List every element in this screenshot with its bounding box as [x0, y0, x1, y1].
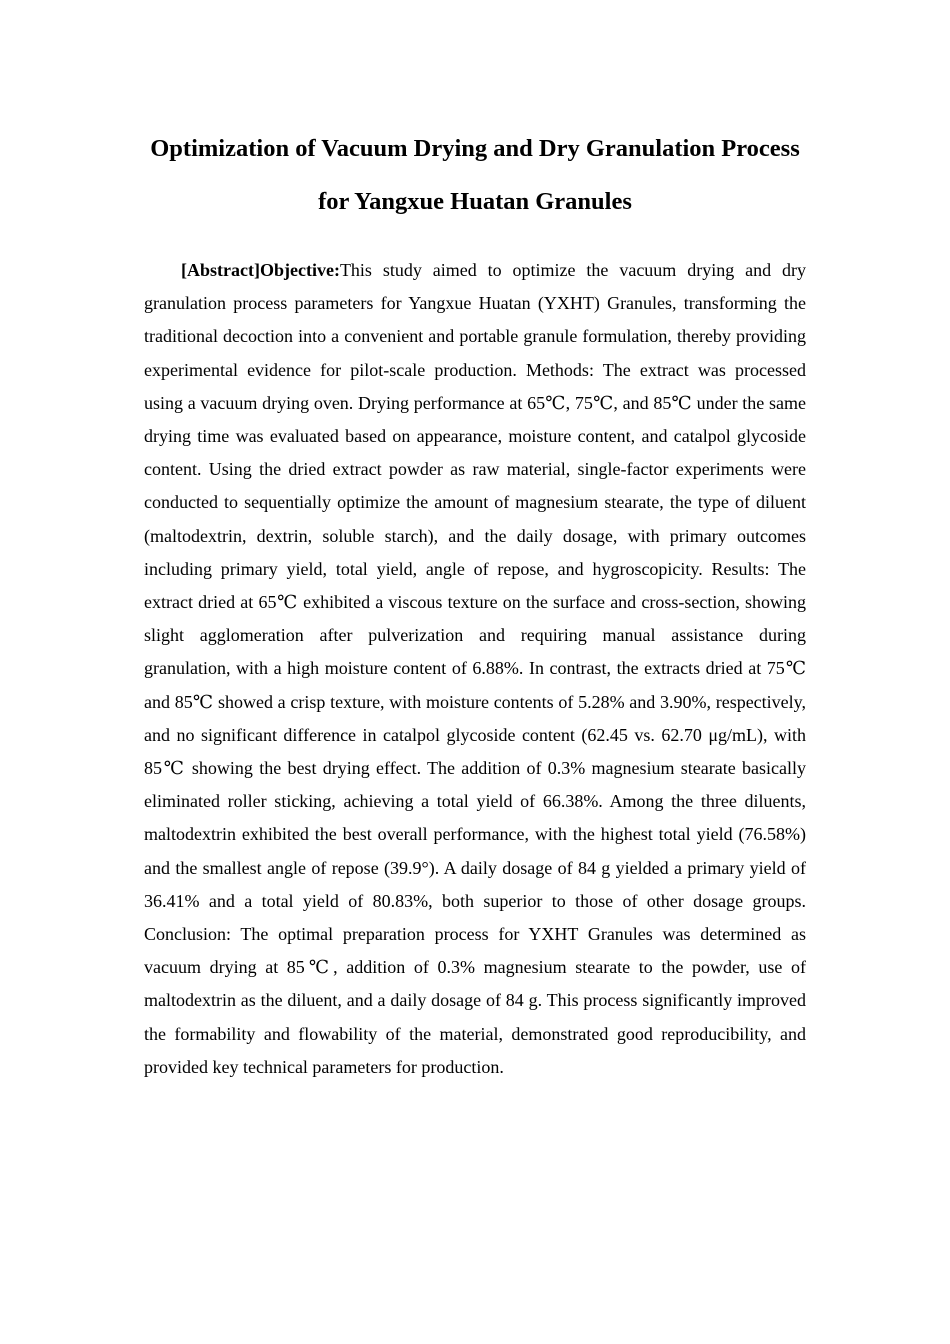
abstract-paragraph [144, 254, 806, 1084]
abstract-label: [Abstract]Objective: [181, 260, 340, 280]
paper-title: Optimization of Vacuum Drying and Dry Granulation Process for Yangxue Huatan Granules [150, 135, 800, 215]
abstract-text: This study aimed to optimize the vacuum drying and dry granulation process parameters for Yangxue Huatan (YXHT) Granules, transforming the traditional decoction into a convenient and portable granule formulation, thereby providing experimental evidence for pilot-scale production. Methods: The extract was processed using a vacuum drying oven. Drying performance at 65℃, 75℃, and 85℃ under the same drying time was evaluated based on appearance, moisture content, and catalpol glycoside content. Using the dried extract powder as raw material, single-factor experiments were conducted to sequentially optimize the amount of magnesium stearate, the type of diluent (maltodextrin, dextrin, soluble starch), and the daily dosage, with primary outcomes including primary yield, total yield, angle of repose, and hygroscopicity. Results: The extract dried at 65℃ exhibited a viscous texture on the surface and cross-section, showing slight agglomeration after pulverization and requiring manual assistance during granulation, with a high moisture content of 6.88%. In contrast, the extracts dried at 75℃ and 85℃ showed a crisp texture, with moisture contents of 5.28% and 3.90%, respectively, and no significant difference in catalpol glycoside content (62.45 vs. 62.70 μg/mL), with 85℃ showing the best drying effect. The addition of 0.3% magnesium stearate basically eliminated roller sticking, achieving a total yield of 66.38%. Among the three diluents, maltodextrin exhibited the best overall performance, with the highest total yield (76.58%) and the smallest angle of repose (39.9°). A daily dosage of 84 g yielded a primary yield of 36.41% and a total yield of 80.83%, both superior to those of other dosage groups. Conclusion: The optimal preparation process for YXHT Granules was determined as vacuum drying at 85℃, addition of 0.3% magnesium stearate to the powder, use of maltodextrin as the diluent, and a daily dosage of 84 g. This process significantly improved the formability and flowability of the material, demonstrated good reproducibility, and provided key technical parameters for production. [144, 260, 806, 1077]
